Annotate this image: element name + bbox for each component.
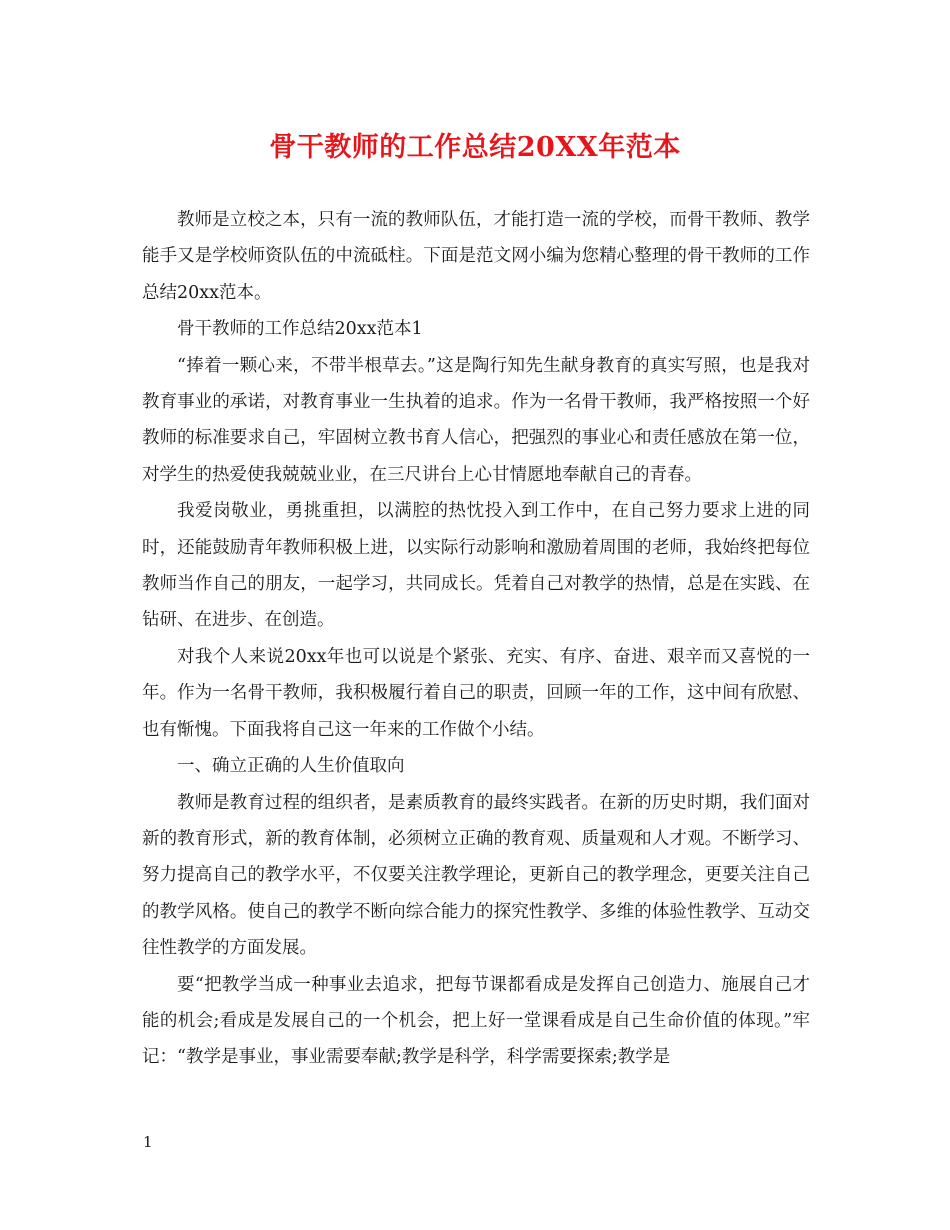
section-heading-sample-1: 骨干教师的工作总结20xx范本1 (177, 319, 423, 340)
paragraph-intro: 教师是立校之本，只有一流的教师队伍，才能打造一流的学校，而骨干教师、教学能手又是学校师资队伍的中流砥柱。下面是范文网小编为您精心整理的骨干教师的工作总结20xx范本。 (142, 210, 810, 303)
paragraph-dedication: 我爱岗敬业，勇挑重担，以满腔的热忱投入到工作中，在自己努力要求上进的同时，还能鼓励青年教师积极上进，以实际行动影响和激励着周围的老师，我始终把每位教师当作自己的朋友，一起学习，共同成长。凭着自己对教学的热情，总是在实践、在钻研、在进步、在创造。 (142, 501, 810, 631)
document-body (142, 202, 810, 1076)
paragraph-teaching-career: 要“把教学当成一种事业去追求，把每节课都看成是发挥自己创造力、施展自己才能的机会;看成是发展自己的一个机会，把上好一堂课看成是自己生命价值的体现。”牢记：“教学是事业，事业需要奉献;教学是科学，科学需要探索;教学是 (142, 974, 810, 1068)
page-number: 1 (143, 1133, 153, 1151)
paragraph-year-review: 对我个人来说20xx年也可以说是个紧张、充实、有序、奋进、艰辛而又喜悦的一年。作为一名骨干教师，我积极履行着自己的职责，回顾一年的工作，这中间有欣慰、也有惭愧。下面我将自己这一年来的工作做个小结。 (142, 646, 810, 740)
section-heading-values: 一、确立正确的人生价值取向 (177, 756, 405, 777)
paragraph-quote: “捧着一颗心来，不带半根草去。”这是陶行知先生献身教育的真实写照，也是我对教育事业的承诺，对教育事业一生执着的追求。作为一名骨干教师，我严格按照一个好教师的标准要求自己，牢固树立教书育人信心，把强烈的事业心和责任感放在第一位，对学生的热爱使我兢兢业业，在三尺讲台上心甘情愿地奉献自己的青春。 (142, 355, 810, 485)
document-title: 骨干教师的工作总结20XX年范本 (269, 132, 681, 163)
paragraph-educator-role: 教师是教育过程的组织者，是素质教育的最终实践者。在新的历史时期，我们面对新的教育形式，新的教育体制，必须树立正确的教育观、质量观和人才观。不断学习、努力提高自己的教学水平，不仅要关注教学理论，更新自己的教学理念，更要关注自己的教学风格。使自己的教学不断向综合能力的探究性教学、多维的体验性教学、互动交往性教学的方面发展。 (142, 792, 810, 959)
